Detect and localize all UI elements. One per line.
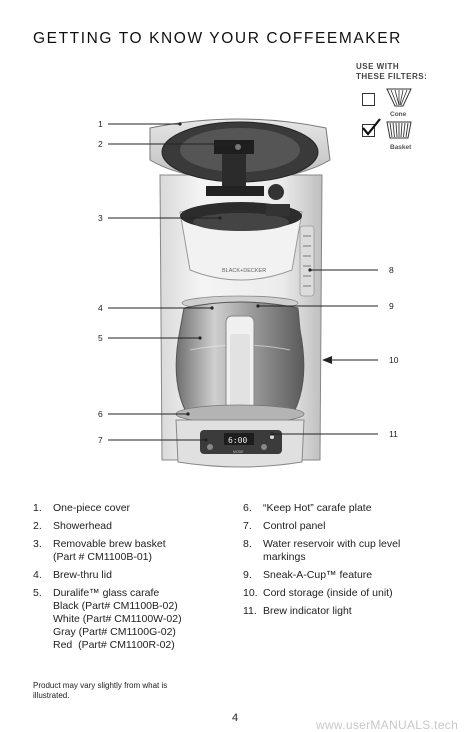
list-item	[243, 520, 453, 533]
control-button-label: MODE	[233, 450, 244, 454]
list-item	[243, 587, 453, 600]
basket-filter-label: Basket	[390, 144, 412, 151]
list-item	[243, 569, 453, 582]
carafe-variant: Gray (Part# CM1100G-02)	[53, 626, 176, 638]
filter-heading-line1: USE WITH	[356, 62, 400, 71]
part-name: Removable brew basket (Part # CM1100B-01)	[53, 538, 166, 563]
part-name: Brew-thru lid	[53, 569, 112, 581]
part-name: Duralife™ glass carafe	[53, 587, 160, 599]
list-item	[33, 569, 243, 582]
part-number: 5.	[33, 587, 42, 599]
watermark: www.userMANUALS.tech	[316, 718, 459, 732]
list-item	[33, 538, 243, 564]
part-name: Showerhead	[53, 520, 112, 532]
disclaimer: Product may vary slightly from what is illustrated.	[33, 681, 168, 700]
page-number: 4	[232, 712, 239, 724]
carafe-variant: White (Part# CM1100W-02)	[53, 613, 182, 625]
cone-filter-label: Cone	[390, 111, 407, 118]
callout-7: 7	[98, 435, 103, 445]
part-number: 7.	[243, 520, 252, 532]
part-number: 1.	[33, 502, 42, 514]
carafe-variant: Red (Part# CM1100R-02)	[53, 639, 175, 651]
list-item	[33, 587, 243, 652]
brand-logo: BLACK+DECKER	[222, 268, 267, 274]
page-title: GETTING TO KNOW YOUR COFFEEMAKER	[33, 30, 402, 47]
part-number: 8.	[243, 538, 252, 550]
list-item	[243, 538, 453, 564]
callout-11: 11	[389, 429, 398, 439]
carafe-variant: Black (Part# CM1100B-02)	[53, 600, 178, 612]
part-number: 2.	[33, 520, 42, 532]
part-name: “Keep Hot” carafe plate	[263, 502, 372, 514]
part-name: Cord storage (inside of unit)	[263, 587, 393, 599]
clock-display: 6:00	[228, 436, 248, 445]
part-name: Control panel	[263, 520, 326, 532]
carafe-variants	[53, 600, 243, 652]
callout-4: 4	[98, 303, 103, 313]
part-number: 6.	[243, 502, 252, 514]
part-number: 3.	[33, 538, 42, 550]
callout-5: 5	[98, 333, 103, 343]
callout-3: 3	[98, 213, 103, 223]
callout-2: 2	[98, 139, 103, 149]
callout-9: 9	[389, 301, 394, 311]
callout-10: 10	[389, 355, 399, 365]
part-number: 4.	[33, 569, 42, 581]
list-item	[243, 605, 453, 618]
list-item	[33, 502, 243, 515]
part-number: 10.	[243, 587, 258, 599]
part-number: 9.	[243, 569, 252, 581]
callout-8: 8	[389, 265, 394, 275]
callout-6: 6	[98, 409, 103, 419]
part-name: Brew indicator light	[263, 605, 352, 617]
parts-list-right	[243, 502, 453, 623]
part-name: Sneak-A-Cup™ feature	[263, 569, 373, 581]
list-item	[33, 520, 243, 533]
part-name: Water reservoir with cup level markings	[263, 538, 401, 563]
list-item	[243, 502, 453, 515]
part-name: One-piece cover	[53, 502, 131, 514]
parts-list-left	[33, 502, 243, 657]
part-number: 11.	[243, 605, 257, 617]
filter-heading-line2: THESE FILTERS:	[356, 72, 428, 81]
callout-1: 1	[98, 119, 103, 129]
